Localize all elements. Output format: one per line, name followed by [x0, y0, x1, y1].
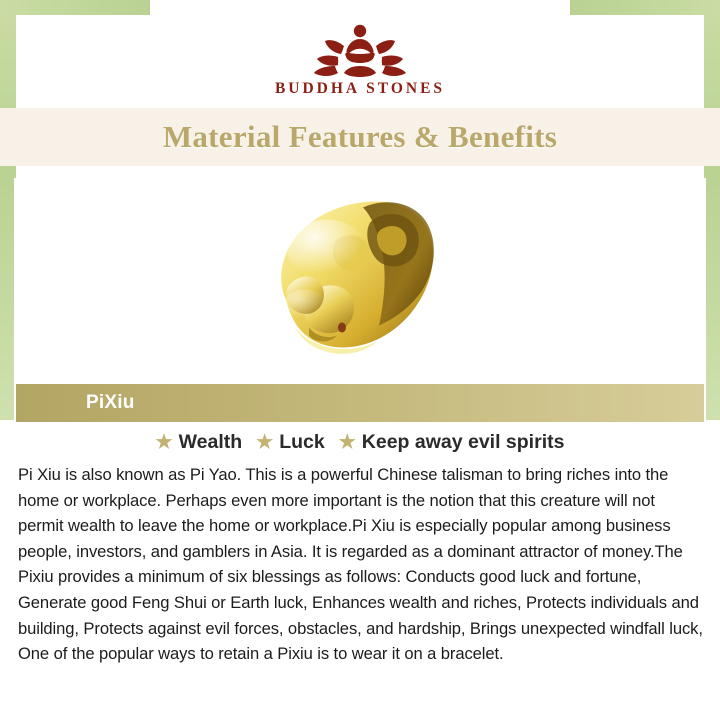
product-image-area [16, 166, 704, 384]
benefit-item [339, 431, 565, 454]
product-description: Pi Xiu is also known as Pi Yao. This is a powerful Chinese talisman to bring riches into the home or workplace. Perhaps even more important is the notion that this creature will not permit wealth to leave the home or workplace.Pi Xiu is especially popular among business people, investors, and gamblers in Asia. It is regarded as a dominant attractor of money.The Pixiu provides a minimum of six blessings as follows: Conducts good luck and fortune, Generate good Feng Shui or Earth luck, Enhances wealth and riches, Protects individuals and building, Protects against evil forces, obstacles, and hardship, Brings unexpected windfall luck, One of the popular ways to retain a Pixiu is to wear it on a bracelet. [18, 465, 703, 664]
star-icon: ★ [338, 431, 356, 453]
pixiu-image [245, 178, 475, 373]
lotus-meditation-figure-icon [294, 16, 426, 78]
benefit-item [156, 431, 243, 454]
star-icon: ★ [155, 431, 173, 453]
section-title-band [0, 108, 720, 166]
star-icon: ★ [256, 431, 274, 453]
benefit-label: Keep away evil spirits [361, 430, 565, 453]
benefits-row [16, 424, 704, 460]
title-band-left-fill [0, 108, 150, 166]
title-band-right-fill [570, 108, 720, 166]
product-name-bar [16, 384, 704, 422]
benefit-item [256, 431, 325, 454]
benefit-label: Luck [279, 430, 325, 453]
decorative-frame-right-bottom [706, 170, 720, 420]
citrine-pixiu-carving-icon [245, 178, 475, 373]
decorative-frame-left-bottom [0, 170, 14, 420]
brand-name: BUDDHA STONES [274, 80, 446, 97]
benefit-label: Wealth [178, 430, 243, 453]
product-name: PiXiu [86, 392, 135, 413]
page-title: Material Features & Benefits [162, 119, 558, 154]
brand-logo-block [0, 0, 720, 108]
